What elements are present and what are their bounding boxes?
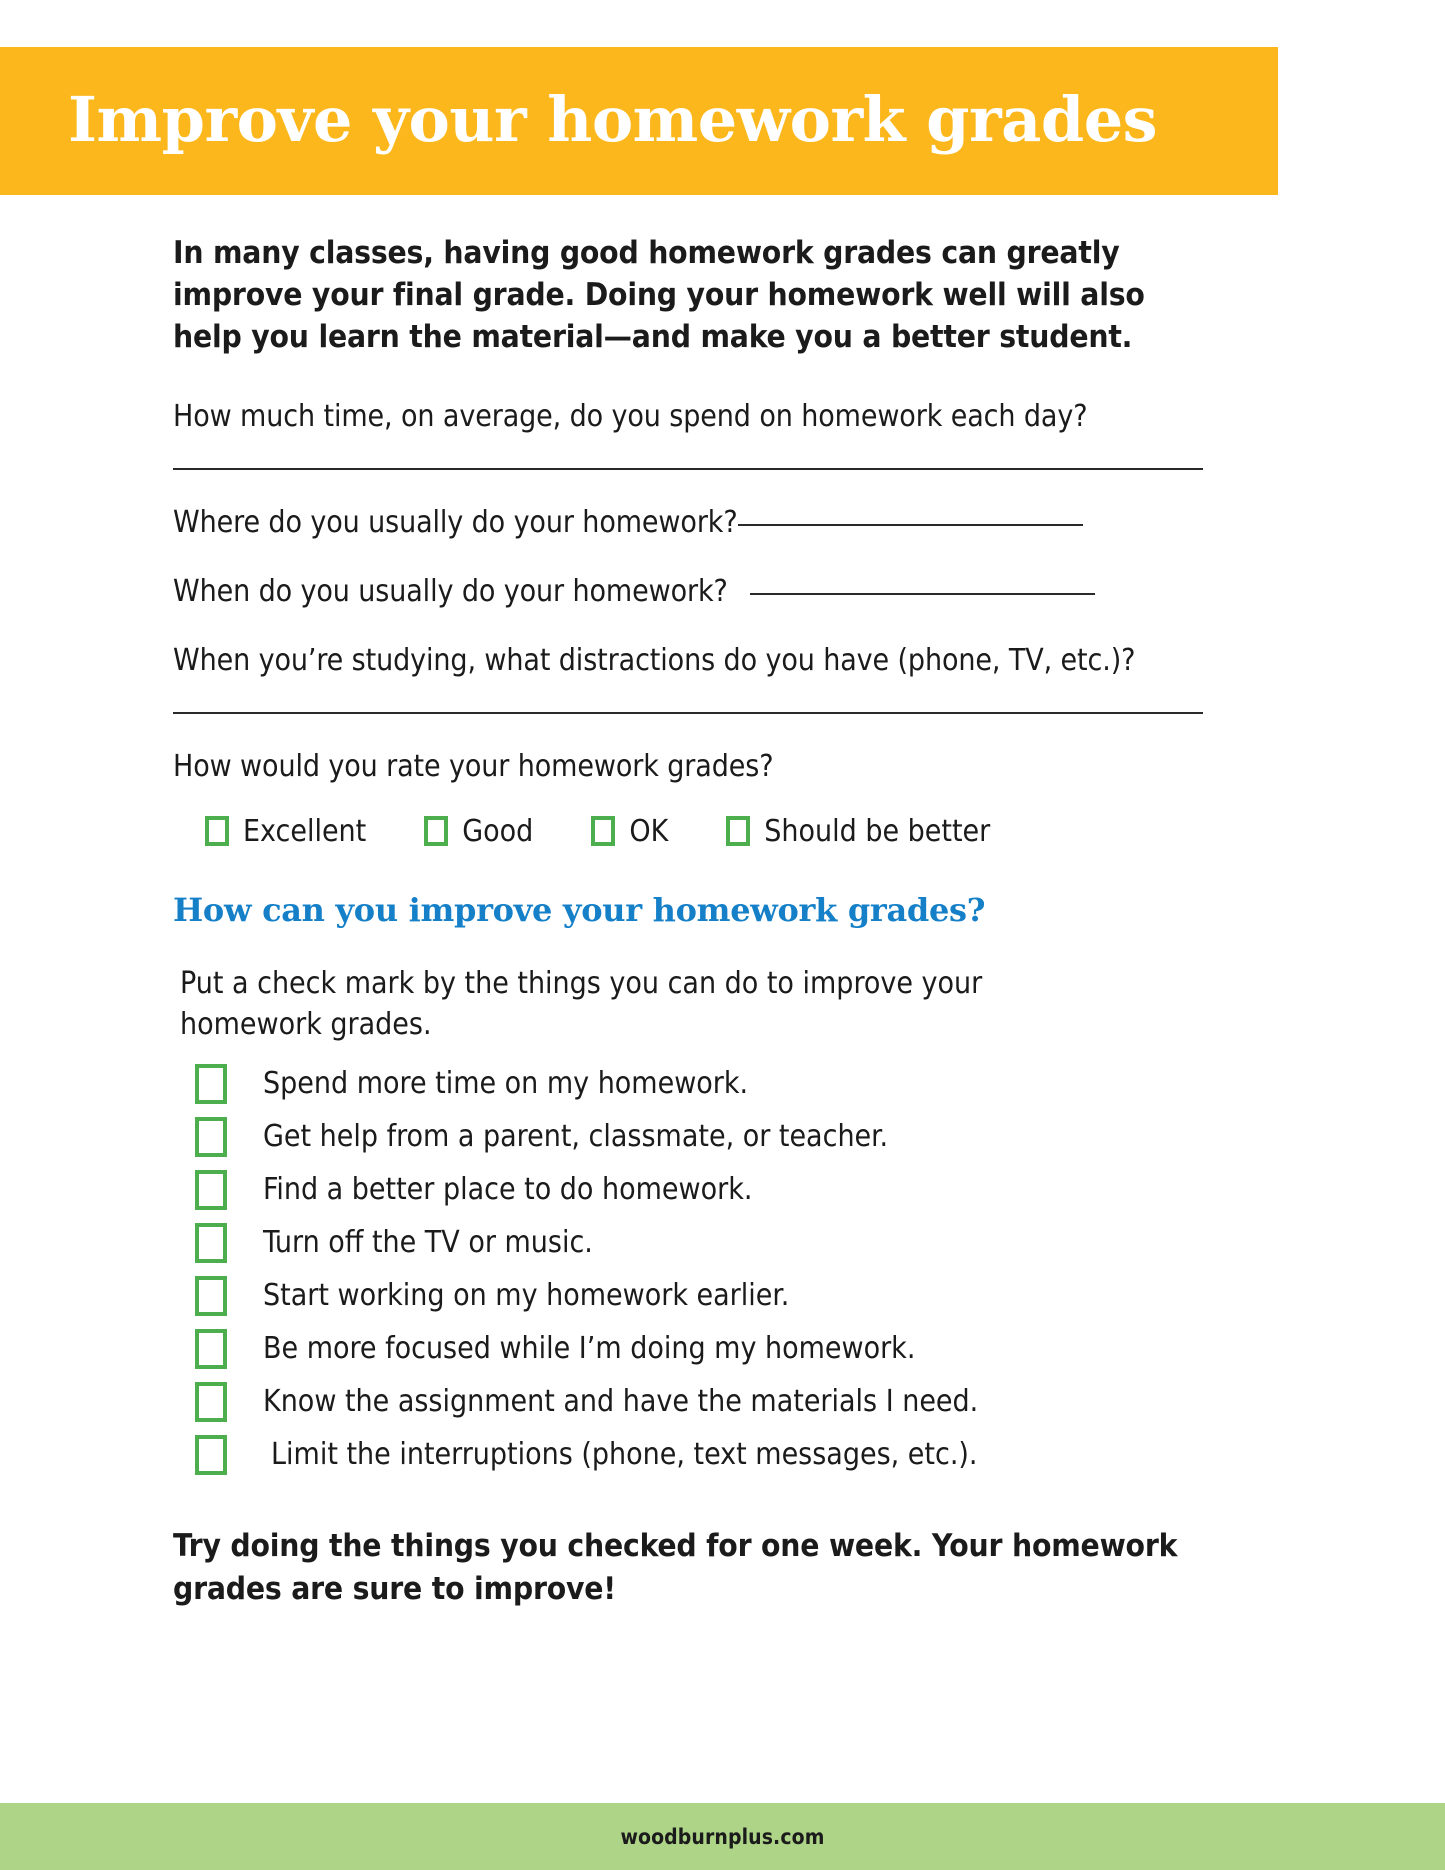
answer-line-3[interactable] <box>750 593 1095 595</box>
checklist-item-label: Turn off the TV or music. <box>263 1225 593 1261</box>
header-banner <box>0 47 1278 195</box>
checklist-item[interactable] <box>195 1428 1273 1481</box>
checkbox-icon[interactable] <box>195 1276 227 1316</box>
question-block-4 <box>173 641 1273 714</box>
checklist-instructions <box>180 963 1110 1046</box>
spacer <box>173 611 1273 641</box>
answer-line-2[interactable] <box>738 524 1083 526</box>
intro-paragraph: In many classes, having good homework grades can greatly improve your final grade. Doing your homework well will also help you learn the material—and make you a better student. <box>173 235 1145 356</box>
checklist-instructions-line1: Put a check mark by the things you can do to improve your <box>180 965 983 1001</box>
checklist-item[interactable] <box>195 1110 1273 1163</box>
checklist-item-label: Start working on my homework earlier. <box>263 1278 790 1314</box>
checkbox-icon[interactable] <box>205 816 229 846</box>
checkbox-icon[interactable] <box>195 1329 227 1369</box>
question-block-3 <box>173 572 1273 611</box>
checkbox-icon[interactable] <box>424 816 448 846</box>
rating-option-label: Good <box>462 813 534 849</box>
checklist-item[interactable] <box>195 1057 1273 1110</box>
answer-line-4[interactable] <box>173 712 1203 714</box>
rating-option-label: OK <box>629 813 669 849</box>
worksheet-content <box>173 232 1273 1643</box>
footer-bar <box>0 1803 1445 1870</box>
improvement-checklist <box>195 1057 1273 1481</box>
question-text-2: Where do you usually do your homework? <box>173 504 738 540</box>
checkbox-icon[interactable] <box>195 1435 227 1475</box>
answer-line-1[interactable] <box>173 468 1203 470</box>
checklist-item-label: Find a better place to do homework. <box>263 1172 753 1208</box>
section-heading-improve: How can you improve your homework grades? <box>173 890 986 929</box>
rating-option-excellent[interactable] <box>205 814 366 849</box>
checkbox-icon[interactable] <box>591 816 615 846</box>
checklist-item-label: Spend more time on my homework. <box>263 1066 749 1102</box>
rating-option-label: Excellent <box>243 813 367 849</box>
checkbox-icon[interactable] <box>195 1170 227 1210</box>
checkbox-icon[interactable] <box>195 1117 227 1157</box>
checkbox-icon[interactable] <box>195 1064 227 1104</box>
rating-option-good[interactable] <box>424 814 533 849</box>
page-title: Improve your homework grades <box>68 82 1158 156</box>
question-text-1: How much time, on average, do you spend on homework each day? <box>173 398 1088 434</box>
rating-options-row <box>205 814 1273 849</box>
question-row-2 <box>173 503 1273 542</box>
checklist-item[interactable] <box>195 1163 1273 1216</box>
question-row-3 <box>173 572 1273 611</box>
rating-option-ok[interactable] <box>591 814 668 849</box>
checklist-item-label: Know the assignment and have the materials I need. <box>263 1384 979 1420</box>
question-block-1 <box>173 397 1273 470</box>
checklist-item-label: Be more focused while I’m doing my homework. <box>263 1331 916 1367</box>
rating-option-label: Should be better <box>764 813 991 849</box>
rating-option-should-be-better[interactable] <box>726 814 990 849</box>
checkbox-icon[interactable] <box>195 1382 227 1422</box>
checklist-item[interactable] <box>195 1269 1273 1322</box>
checklist-item[interactable] <box>195 1216 1273 1269</box>
checklist-item-label: Get help from a parent, classmate, or teacher. <box>263 1119 889 1155</box>
question-block-2 <box>173 503 1273 542</box>
question-text-3: When do you usually do your homework? <box>173 573 737 609</box>
rating-question-text: How would you rate your homework grades? <box>173 748 774 784</box>
checklist-item[interactable] <box>195 1375 1273 1428</box>
footer-site-label: woodburnplus.com <box>620 1824 825 1849</box>
checklist-instructions-line2: homework grades. <box>180 1007 432 1042</box>
checkbox-icon[interactable] <box>726 816 750 846</box>
question-text-4: When you’re studying, what distractions do you have (phone, TV, etc.)? <box>173 642 1136 678</box>
spacer <box>173 542 1273 572</box>
checklist-item-label: Limit the interruptions (phone, text messages, etc.). <box>271 1437 978 1473</box>
checklist-item[interactable] <box>195 1322 1273 1375</box>
closing-paragraph: Try doing the things you checked for one week. Your homework grades are sure to improve! <box>173 1528 1178 1608</box>
checkbox-icon[interactable] <box>195 1223 227 1263</box>
